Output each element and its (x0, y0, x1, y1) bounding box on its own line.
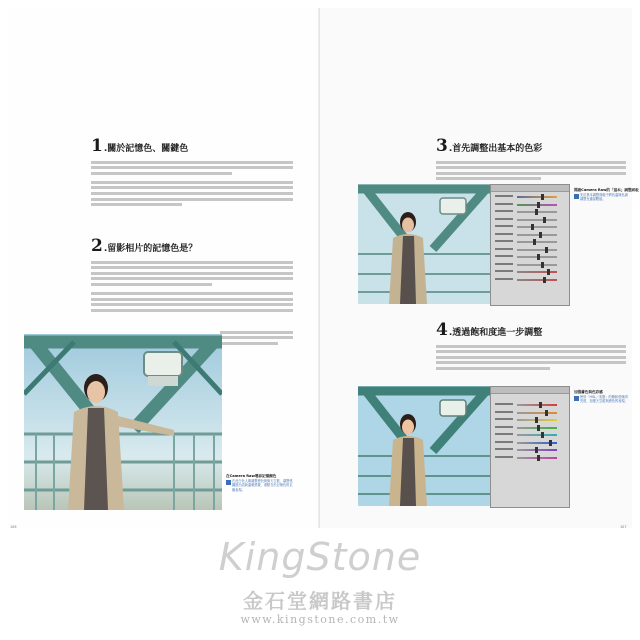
slider-row[interactable] (495, 209, 565, 215)
slider-row[interactable] (495, 262, 565, 268)
slider-row[interactable] (495, 410, 565, 416)
left-page (8, 8, 320, 528)
portrait-photo-step4 (358, 386, 492, 506)
right-callout-1-title: 開啟Camera Raw的「基本」調整面板 (574, 188, 639, 192)
section-2-title: .留影相片的記憶色是？ (103, 244, 198, 254)
right-callout-2-title: 加強膚色與色彩感 (574, 390, 603, 394)
camera-raw-hsl-panel[interactable] (490, 386, 570, 508)
page-number-right: 107 (620, 525, 627, 529)
section-2-text-tail (220, 328, 293, 347)
bridge-scene-illustration (24, 334, 222, 510)
callout-arrow-icon (574, 396, 579, 401)
slider-row[interactable] (495, 402, 565, 408)
section-3-title: .首先調整出基本的色彩 (448, 144, 543, 154)
section-2-number: 2 (91, 236, 103, 256)
slider-row[interactable] (495, 277, 565, 283)
section-4-number: 4 (436, 320, 448, 340)
left-callout-body: 在此白色人像調整膚色與與天空藍，讓整張圖透出清新溫暖感覺，重點在於記憶色的正確表現。 (232, 479, 293, 492)
callout-arrow-icon (226, 480, 231, 485)
slider-row[interactable] (495, 269, 565, 275)
bridge-scene-illustration-3 (358, 184, 492, 304)
right-page (320, 8, 639, 529)
slider-row[interactable] (495, 247, 565, 253)
watermark-logo-cjk: 金石堂網路書店 (243, 589, 397, 613)
slider-row[interactable] (495, 417, 565, 423)
section-4-title: .透過飽和度進一步調整 (448, 328, 543, 338)
slider-row[interactable] (495, 224, 565, 230)
bridge-scene-illustration-4 (358, 386, 492, 506)
slider-row[interactable] (495, 202, 565, 208)
camera-raw-basic-panel[interactable] (490, 184, 570, 306)
section-3-text (436, 158, 626, 183)
slider-row[interactable] (495, 239, 565, 245)
section-2-heading (91, 236, 197, 256)
panel-subtabs[interactable] (495, 396, 565, 400)
section-1-title: .關於記憶色、關鍵色 (103, 144, 189, 154)
left-callout-title: 在Camera Raw增添記憶顏色 (226, 474, 277, 478)
slider-row[interactable] (495, 194, 565, 200)
panel-tabs[interactable] (491, 185, 569, 192)
section-3-heading (436, 136, 542, 156)
section-1-text (91, 158, 293, 209)
slider-row[interactable] (495, 217, 565, 223)
panel-tabs[interactable] (491, 387, 569, 394)
portrait-photo-large (24, 334, 222, 510)
right-callout-2-body: 使用「HSL／灰階」的飽和度與明亮度，加強天空藍與膚色的表現。 (580, 395, 628, 404)
page-number-left: 106 (10, 525, 17, 529)
slider-row[interactable] (495, 432, 565, 438)
section-1-heading (91, 136, 188, 156)
section-4-heading (436, 320, 542, 340)
slider-row[interactable] (495, 254, 565, 260)
watermark-url: www.kingstone.com.tw (240, 613, 400, 626)
section-3-number: 3 (436, 136, 448, 156)
slider-row[interactable] (495, 232, 565, 238)
section-2-text (91, 258, 293, 314)
slider-row[interactable] (495, 425, 565, 431)
right-callout-1-body: 先於基本調整面板中將色溫與色調調整至適當數值。 (580, 193, 628, 202)
slider-row[interactable] (495, 440, 565, 446)
section-1-number: 1 (91, 136, 103, 156)
callout-arrow-icon (574, 194, 579, 199)
slider-row[interactable] (495, 447, 565, 453)
portrait-photo-step3 (358, 184, 492, 304)
section-4-text (436, 342, 626, 373)
watermark-logo-script: KingStone (218, 535, 422, 579)
slider-row[interactable] (495, 455, 565, 461)
book-spread (8, 8, 639, 529)
